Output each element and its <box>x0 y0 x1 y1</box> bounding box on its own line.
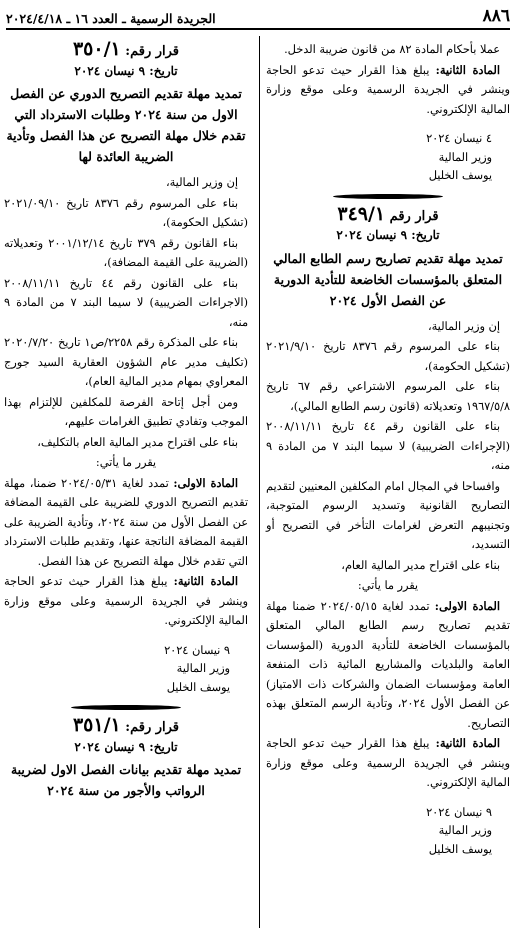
signature-name: يوسف الخليل <box>428 842 492 856</box>
paragraph: بناء على المذكرة رقم ٢٢٥٨/ص١ تاريخ ٢٠٢٠/٧/٢٠ (تكليف مدير عام الشؤون العقارية السيد جورج المعراوي بمهام مدير المالية العام)، <box>4 336 248 388</box>
article-label: المادة الاولى: <box>434 598 500 613</box>
signature-role: وزير المالية <box>176 662 230 675</box>
decision-date: تاريخ: ٩ نيسان ٢٠٢٤ <box>74 739 178 754</box>
decision-number-value: ٣٤٩ <box>337 202 368 225</box>
decision-date: تاريخ: ٩ نيسان ٢٠٢٤ <box>336 228 440 242</box>
decision-number-value: ٣٥١ <box>72 714 104 736</box>
paragraph: إن وزير المالية، <box>165 176 238 189</box>
decision-number <box>4 40 248 62</box>
left-column <box>4 40 248 807</box>
decides-heading: يقرر ما يأتي: <box>357 579 419 592</box>
paragraph: بناء على المرسوم الاشتراعي رقم ٦٧ تاريخ ١٩٦٧/٥/٨ وتعديلاته (قانون رسم الطابع المالي)، <box>266 380 510 413</box>
signature-role: وزير المالية <box>438 150 492 164</box>
article-label: المادة الاولى: <box>173 475 238 490</box>
decision-number-prefix: قرار رقم: <box>120 720 180 735</box>
article-text: تمدد لغاية ٢٠٢٤/٠٥/١٥ ضمنا مهلة تقديم تصاريح رسم الطابع المالي المتعلق بالمؤسسات الخاضعة للتأدية الدورية (المؤسسات العامة والبلديات والمشاريع المائية ذات المنفعة العامة ومؤسسات الضمان والشركات ذات الامتياز) عن الفصل الأول ٢٠٢٤، وتأدية الرسم المتعلق بهذه التصاريح. <box>266 599 510 730</box>
article-label: المادة الثانية: <box>435 736 500 750</box>
article-text: يبلغ هذا القرار حيث تدعو الحاجة وينشر في الجريدة الرسمية وعلى موقع وزارة المالية الإلكتروني. <box>266 737 510 789</box>
decides-heading: يقرر ما يأتي: <box>95 456 157 469</box>
signature-name: يوسف الخليل <box>428 169 492 182</box>
column-divider <box>259 36 260 928</box>
section-divider <box>4 705 248 710</box>
paragraph: بناء على القانون رقم ٤٤ تاريخ ٢٠٠٨/١١/١١ (الاجراءات الضريبية) لا سيما البند ٧ من المادة ٩ منه، <box>4 276 248 329</box>
decision-title: تمديد مهلة تقديم التصريح الدوري عن الفصل الاول من سنة ٢٠٢٤ وطلبات الاسترداد التي تقدم خلال مهلة التصريح عن هذا الفصل وتأدية الضريبة العائدة لها <box>6 86 246 164</box>
decision-date: تاريخ: ٩ نيسان ٢٠٢٤ <box>74 63 178 78</box>
signature-role: وزير المالية <box>438 824 492 837</box>
paragraph: عملا بأحكام المادة ٨٢ من قانون ضريبة الدخل. <box>284 43 500 56</box>
article-2 <box>4 572 248 631</box>
decision-title: تمديد مهلة تقديم تصاريح رسم الطابع المالي المتعلق بالمؤسسات الخاضعة للتأدية الدورية عن الفصل الأول ٢٠٢٤ <box>273 250 503 308</box>
article-text: يبلغ هذا القرار حيث تدعو الحاجة وينشر في الجريدة الرسمية وعلى موقع وزارة المالية الإلكتروني. <box>266 63 510 116</box>
article-2 <box>266 61 510 120</box>
gazette-issue-title: الجريدة الرسمية ـ العدد ١٦ ـ ٢٠٢٤/٤/١٨ <box>6 11 216 26</box>
signature-date: ٤ نيسان ٢٠٢٤ <box>426 132 492 145</box>
article-1 <box>266 597 510 734</box>
article-text: تمدد لغاية ٢٠٢٤/٠٥/٣١ ضمنا، مهلة تقديم التصريح الدوري للضريبة على القيمة المضافة عن الفصل الأول من سنة ٢٠٢٤، وتأدية الضريبة على القيمة المضافة الناتجة عنها، وتقديم طلبات الاسترداد التي تقدم خلال مهلة التصريح عن هذا الفصل. <box>4 476 248 568</box>
paragraph: وافساحا في المجال امام المكلفين المعنيين لتقديم التصاريح القانونية وتسديد الرسوم المتوجبة، وتجنيبهم التعرض لغرامات التأخر في التصريح أو التسديد، <box>266 479 510 551</box>
article-text: يبلغ هذا القرار حيث تدعو الحاجة وينشر في الجريدة الرسمية وعلى موقع وزارة المالية الإلكتروني. <box>4 575 248 627</box>
article-1 <box>4 474 248 572</box>
decision-title: تمديد مهلة تقديم بيانات الفصل الاول لضريبة الرواتب والأجور من سنة ٢٠٢٤ <box>10 762 242 798</box>
right-column <box>266 40 510 859</box>
paragraph: بناء على اقتراح مدير المالية العام بالتكليف، <box>37 435 238 449</box>
decision-number-suffix: /١ <box>103 38 121 60</box>
page-number: ٨٨٦ <box>482 6 510 26</box>
paragraph: بناء القانون رقم ٣٧٩ تاريخ ٢٠٠١/١٢/١٤ وتعديلاته (الضريبة على القيمة المضافة)، <box>4 236 248 269</box>
article-2 <box>266 734 510 793</box>
article-label: المادة الثانية: <box>173 574 238 588</box>
page-header <box>6 8 510 30</box>
section-divider <box>266 194 510 199</box>
paragraph: بناء على اقتراح مدير المالية العام، <box>341 558 500 572</box>
decision-number-suffix: /١ <box>367 202 386 225</box>
signature-name: يوسف الخليل <box>166 680 230 694</box>
decision-number-prefix: قرار رقم <box>385 208 439 224</box>
paragraph: بناء على القانون رقم ٤٤ تاريخ ٢٠٠٨/١١/١١ (الإجراءات الضريبية) لا سيما البند ٧ من المادة ٩ منه، <box>266 420 510 472</box>
paragraph: إن وزير المالية، <box>427 319 500 333</box>
signature-date: ٩ نيسان ٢٠٢٤ <box>426 805 492 819</box>
paragraph: بناء على المرسوم رقم ٨٣٧٦ تاريخ ٢٠٢١/٩/١٠ (تشكيل الحكومة)، <box>266 340 510 373</box>
decision-number <box>4 716 248 738</box>
article-label: المادة الثانية: <box>435 62 500 77</box>
decision-number-suffix: /١ <box>103 714 121 736</box>
decision-number <box>266 202 510 227</box>
paragraph: بناء على المرسوم رقم ٨٣٧٦ تاريخ ٢٠٢١/٠٩/١٠ (تشكيل الحكومة)، <box>4 196 248 229</box>
signature-date: ٩ نيسان ٢٠٢٤ <box>164 643 230 657</box>
decision-number-value: ٣٥٠ <box>72 38 104 60</box>
paragraph: ومن أجل إتاحة الفرصة للمكلفين للإلتزام بهذا الموجب وتفادي تطبيق الغرامات عليهم، <box>4 395 248 428</box>
decision-number-prefix: قرار رقم: <box>120 44 180 59</box>
